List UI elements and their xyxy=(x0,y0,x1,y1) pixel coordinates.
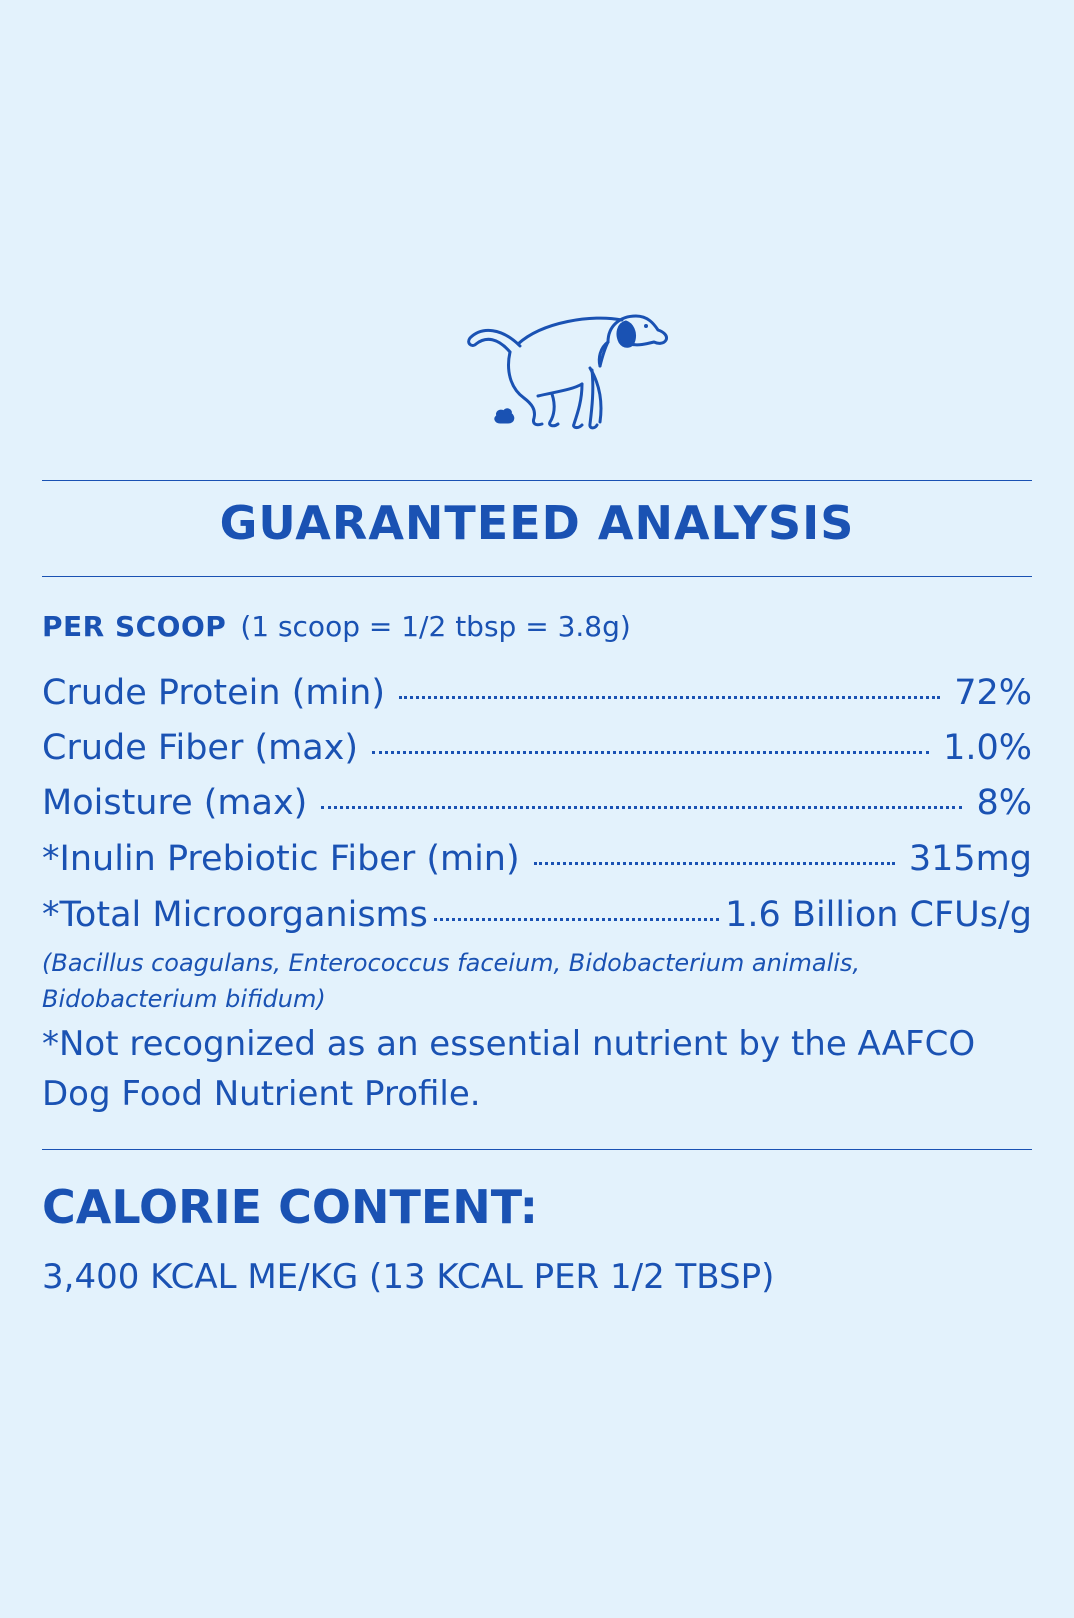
dot-leader xyxy=(372,751,929,754)
nutrient-name: Moisture (max) xyxy=(42,783,308,823)
dot-leader xyxy=(534,862,895,865)
nutrient-row xyxy=(42,783,1032,823)
section-heading: GUARANTEED ANALYSIS xyxy=(219,496,855,550)
nutrient-row xyxy=(42,728,1032,768)
nutrient-row xyxy=(42,673,1032,713)
calorie-title: CALORIE CONTENT: xyxy=(42,1180,539,1234)
heading-divider xyxy=(42,576,1032,577)
nutrient-value: 315mg xyxy=(908,839,1032,879)
nutrient-row xyxy=(42,839,1032,879)
dot-leader xyxy=(321,806,962,809)
nutrient-name: *Total Microorganisms xyxy=(42,895,428,935)
dot-leader xyxy=(399,696,940,699)
footnote: *Not recognized as an essential nutrient by the AAFCO Dog Food Nutrient Profile. xyxy=(42,1024,976,1114)
calorie-divider xyxy=(42,1149,1032,1150)
nutrient-name: *Inulin Prebiotic Fiber (min) xyxy=(42,839,520,879)
nutrient-name: Crude Protein (min) xyxy=(42,673,386,713)
guaranteed-analysis-panel xyxy=(42,0,1032,1618)
calorie-value: 3,400 KCAL ME/KG (13 KCAL PER 1/2 TBSP) xyxy=(42,1257,775,1297)
nutrient-row xyxy=(42,895,1032,935)
serving-size-note: (1 scoop = 1/2 tbsp = 3.8g) xyxy=(240,610,631,643)
species-note: (Bacillus coagulans, Enterococcus faceium, Bidobacterium animalis, Bidobacterium bifidum) xyxy=(42,949,861,1013)
nutrient-value: 1.6 Billion CFUs/g xyxy=(725,895,1032,935)
dog-pooping-icon xyxy=(432,298,682,433)
nutrient-value: 8% xyxy=(976,783,1032,823)
nutrient-value: 1.0% xyxy=(943,728,1032,768)
nutrient-value: 72% xyxy=(954,673,1032,713)
top-divider xyxy=(42,480,1032,481)
serving-size-label: PER SCOOP xyxy=(42,610,227,643)
nutrient-name: Crude Fiber (max) xyxy=(42,728,359,768)
dot-leader xyxy=(434,918,719,921)
serving-size xyxy=(42,610,631,643)
